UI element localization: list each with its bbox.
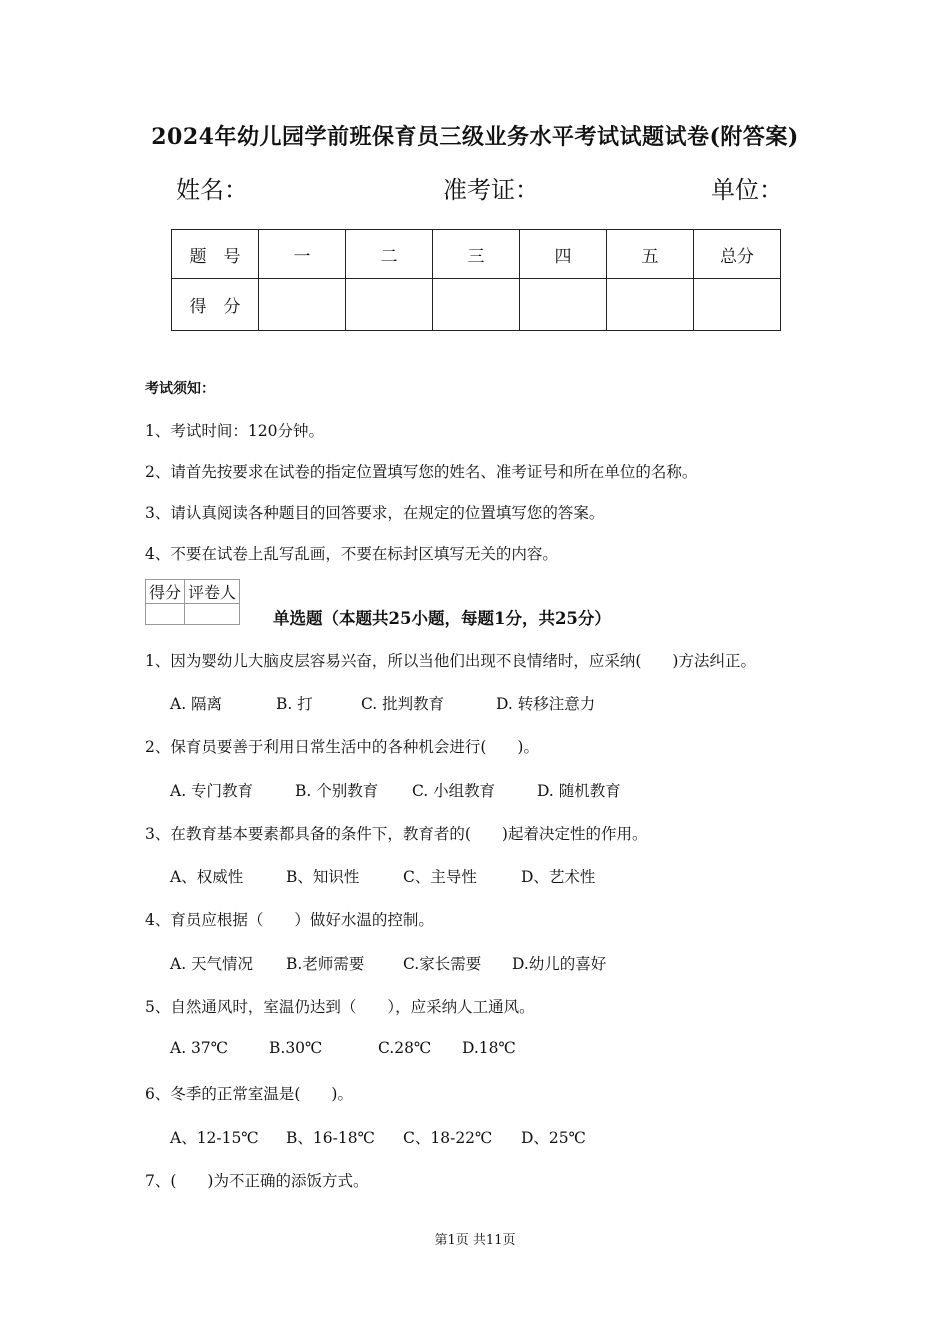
- score-header-cell: 二: [346, 230, 433, 279]
- question-option: B、知识性: [286, 868, 360, 886]
- question-option: A. 37℃: [170, 1039, 229, 1057]
- question-option: C.28℃: [378, 1039, 432, 1057]
- question-text: 6、冬季的正常室温是( )。: [145, 1085, 353, 1103]
- name-label: 姓名：: [176, 176, 248, 204]
- question-option: D.18℃: [462, 1039, 516, 1057]
- score-cell: [607, 279, 694, 331]
- score-header-cell: 总分: [694, 230, 781, 279]
- score-cell: [694, 279, 781, 331]
- question-option: A. 隔离: [170, 695, 223, 713]
- score-cell: [520, 279, 607, 331]
- grader-blank-row: [146, 604, 240, 625]
- question-option: C. 小组教育: [412, 782, 496, 800]
- question-option: B、16-18℃: [286, 1129, 375, 1147]
- note-item: 1、考试时间：120分钟。: [145, 422, 324, 440]
- score-row-label: 得 分: [172, 279, 259, 331]
- question-text: 5、自然通风时，室温仍达到（ ），应采纳人工通风。: [145, 998, 535, 1016]
- question-text: 2、保育员要善于利用日常生活中的各种机会进行( )。: [145, 738, 539, 756]
- question-text: 4、育员应根据（ ）做好水温的控制。: [145, 911, 434, 929]
- score-header-cell: 四: [520, 230, 607, 279]
- exam-number-label: 准考证：: [443, 176, 539, 204]
- grader-reviewer-label: 评卷人: [185, 580, 240, 604]
- grader-table: [145, 579, 240, 625]
- score-table: [171, 229, 781, 331]
- score-header-cell: 五: [607, 230, 694, 279]
- score-cell: [346, 279, 433, 331]
- score-cell: [433, 279, 520, 331]
- question-option: D、艺术性: [521, 868, 596, 886]
- unit-label: 单位：: [711, 176, 783, 204]
- question-option: A、12-15℃: [170, 1129, 259, 1147]
- question-option: C. 批判教育: [361, 695, 445, 713]
- score-table-score-row: [172, 279, 781, 331]
- grader-header-row: [146, 580, 240, 604]
- question-text: 1、因为婴幼儿大脑皮层容易兴奋，所以当他们出现不良情绪时，应采纳( )方法纠正。: [145, 652, 756, 670]
- section-title: 单选题（本题共25小题，每题1分，共25分）: [273, 609, 611, 628]
- question-option: D. 随机教育: [537, 782, 621, 800]
- question-option: A、权威性: [170, 868, 244, 886]
- score-cell: [259, 279, 346, 331]
- question-text: 7、( )为不正确的添饭方式。: [145, 1172, 369, 1190]
- notes-title: 考试须知：: [145, 381, 215, 397]
- question-option: D、25℃: [521, 1129, 586, 1147]
- grader-cell: [185, 604, 240, 625]
- question-option: C.家长需要: [403, 955, 482, 973]
- question-option: B.老师需要: [286, 955, 365, 973]
- question-option: D. 转移注意力: [496, 695, 596, 713]
- question-option: A. 专门教育: [170, 782, 254, 800]
- note-item: 3、请认真阅读各种题目的回答要求，在规定的位置填写您的答案。: [145, 504, 605, 522]
- document-title: 2024年幼儿园学前班保育员三级业务水平考试试题试卷(附答案): [151, 124, 799, 150]
- score-header-cell: 题 号: [172, 230, 259, 279]
- score-header-cell: 一: [259, 230, 346, 279]
- question-option: B. 打: [276, 695, 313, 713]
- grader-score-label: 得分: [146, 580, 185, 604]
- question-text: 3、在教育基本要素都具备的条件下，教育者的( )起着决定性的作用。: [145, 825, 648, 843]
- note-item: 2、请首先按要求在试卷的指定位置填写您的姓名、准考证号和所在单位的名称。: [145, 463, 698, 481]
- question-option: B. 个别教育: [295, 782, 379, 800]
- page-footer: 第1页 共11页: [434, 1233, 516, 1248]
- question-option: C、18-22℃: [403, 1129, 493, 1147]
- score-table-header-row: [172, 230, 781, 279]
- question-option: D.幼儿的喜好: [512, 955, 607, 973]
- note-item: 4、不要在试卷上乱写乱画，不要在标封区填写无关的内容。: [145, 545, 558, 563]
- question-option: B.30℃: [269, 1039, 323, 1057]
- question-option: A. 天气情况: [170, 955, 254, 973]
- grader-cell: [146, 604, 185, 625]
- score-header-cell: 三: [433, 230, 520, 279]
- question-option: C、主导性: [403, 868, 477, 886]
